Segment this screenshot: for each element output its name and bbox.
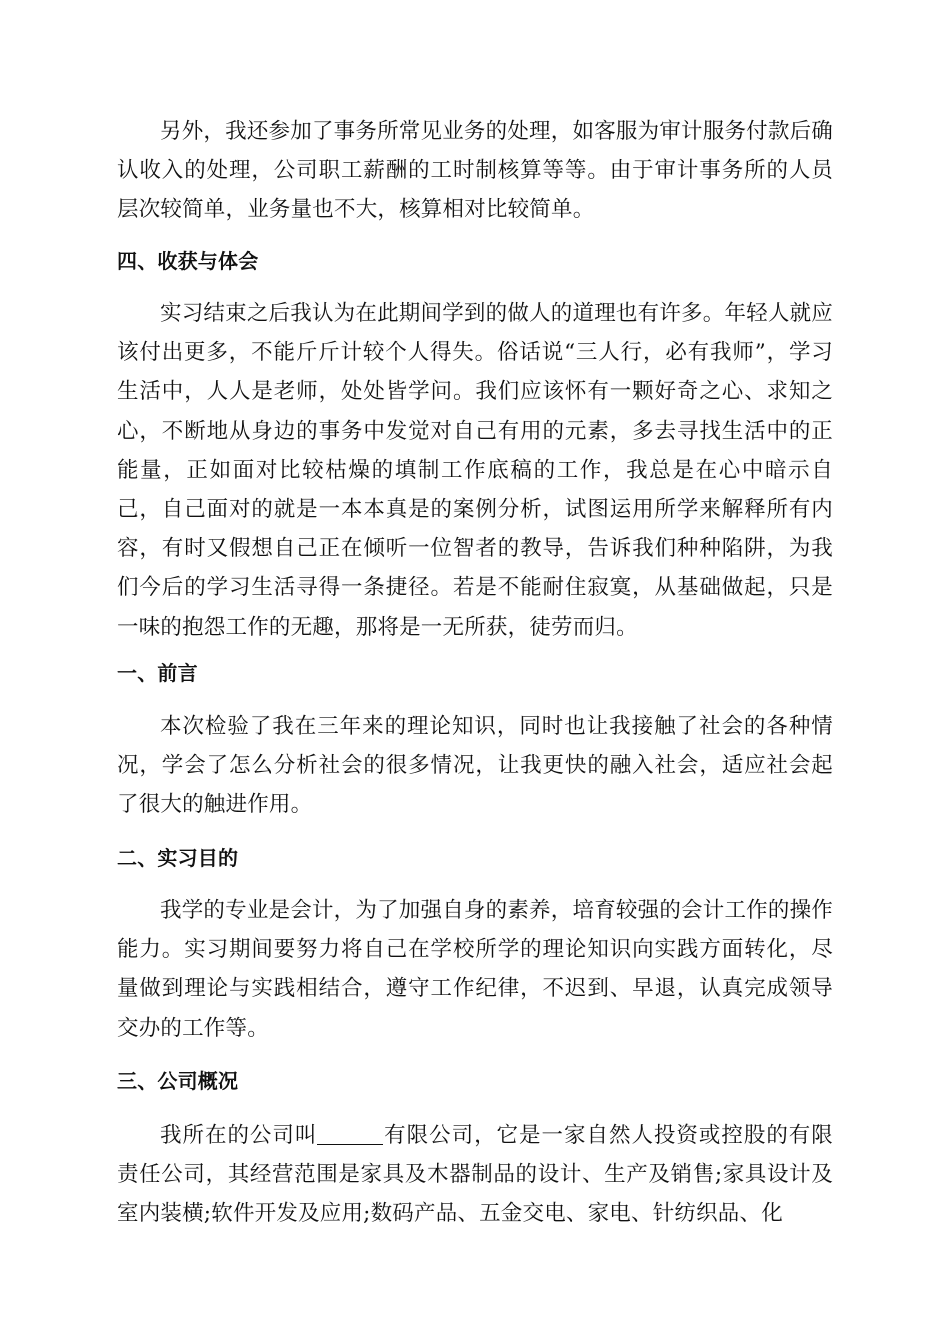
heading-gains: 四、收获与体会 <box>117 249 259 273</box>
paragraph-preface: 本次检验了我在三年来的理论知识，同时也让我接触了社会的各种情况，学会了怎么分析社会的很多情况，让我更快的融入社会，适应社会起了很大的触进作用。 <box>117 714 833 818</box>
heading-company: 三、公司概况 <box>117 1069 239 1093</box>
paragraph-audit-work: 另外，我还参加了事务所常见业务的处理，如客服为审计服务付款后确认收入的处理，公司职工薪酬的工时制核算等等。由于审计事务所的人员层次较简单，业务量也不大，核算相对比较简单。 <box>117 119 833 223</box>
paragraph-gains: 实习结束之后我认为在此期间学到的做人的道理也有许多。年轻人就应该付出更多，不能斤斤计较个人得失。俗话说“三人行，必有我师”，学习生活中，人人是老师，处处皆学问。我们应该怀有一颗好奇之心、求知之心，不断地从身边的事务中发觉对自己有用的元素，多去寻找生活中的正能量，正如面对比较枯燥的填制工作底稿的工作，我总是在心中暗示自己，自己面对的就是一本本真是的案例分析，试图运用所学来解释所有内容，有时又假想自己正在倾听一位智者的教导，告诉我们种种陷阱，为我们今后的学习生活寻得一条捷径。若是不能耐住寂寞，从基础做起，只是一味的抱怨工作的无趣，那将是一无所获，徒劳而归。 <box>117 301 833 640</box>
paragraph-company <box>117 1116 833 1234</box>
company-text-start: 我所在的公司叫 <box>160 1123 318 1148</box>
heading-preface: 一、前言 <box>117 661 198 685</box>
company-text-rest: 有限公司，它是一家自然人投资或控股的有限责任公司，其经营范围是家具及木器制品的设计、生产及销售;家具设计及室内装横;软件开发及应用;数码产品、五金交电、家电、针纺织品、化 <box>117 1123 833 1227</box>
company-name-blank <box>317 1124 383 1145</box>
heading-purpose: 二、实习目的 <box>117 846 239 870</box>
paragraph-purpose: 我学的专业是会计，为了加强自身的素养，培育较强的会计工作的操作能力。实习期间要努力将自己在学校所学的理论知识向实践方面转化，尽量做到理论与实践相结合，遵守工作纪律，不迟到、早退，认真完成领导交办的工作等。 <box>117 898 833 1041</box>
